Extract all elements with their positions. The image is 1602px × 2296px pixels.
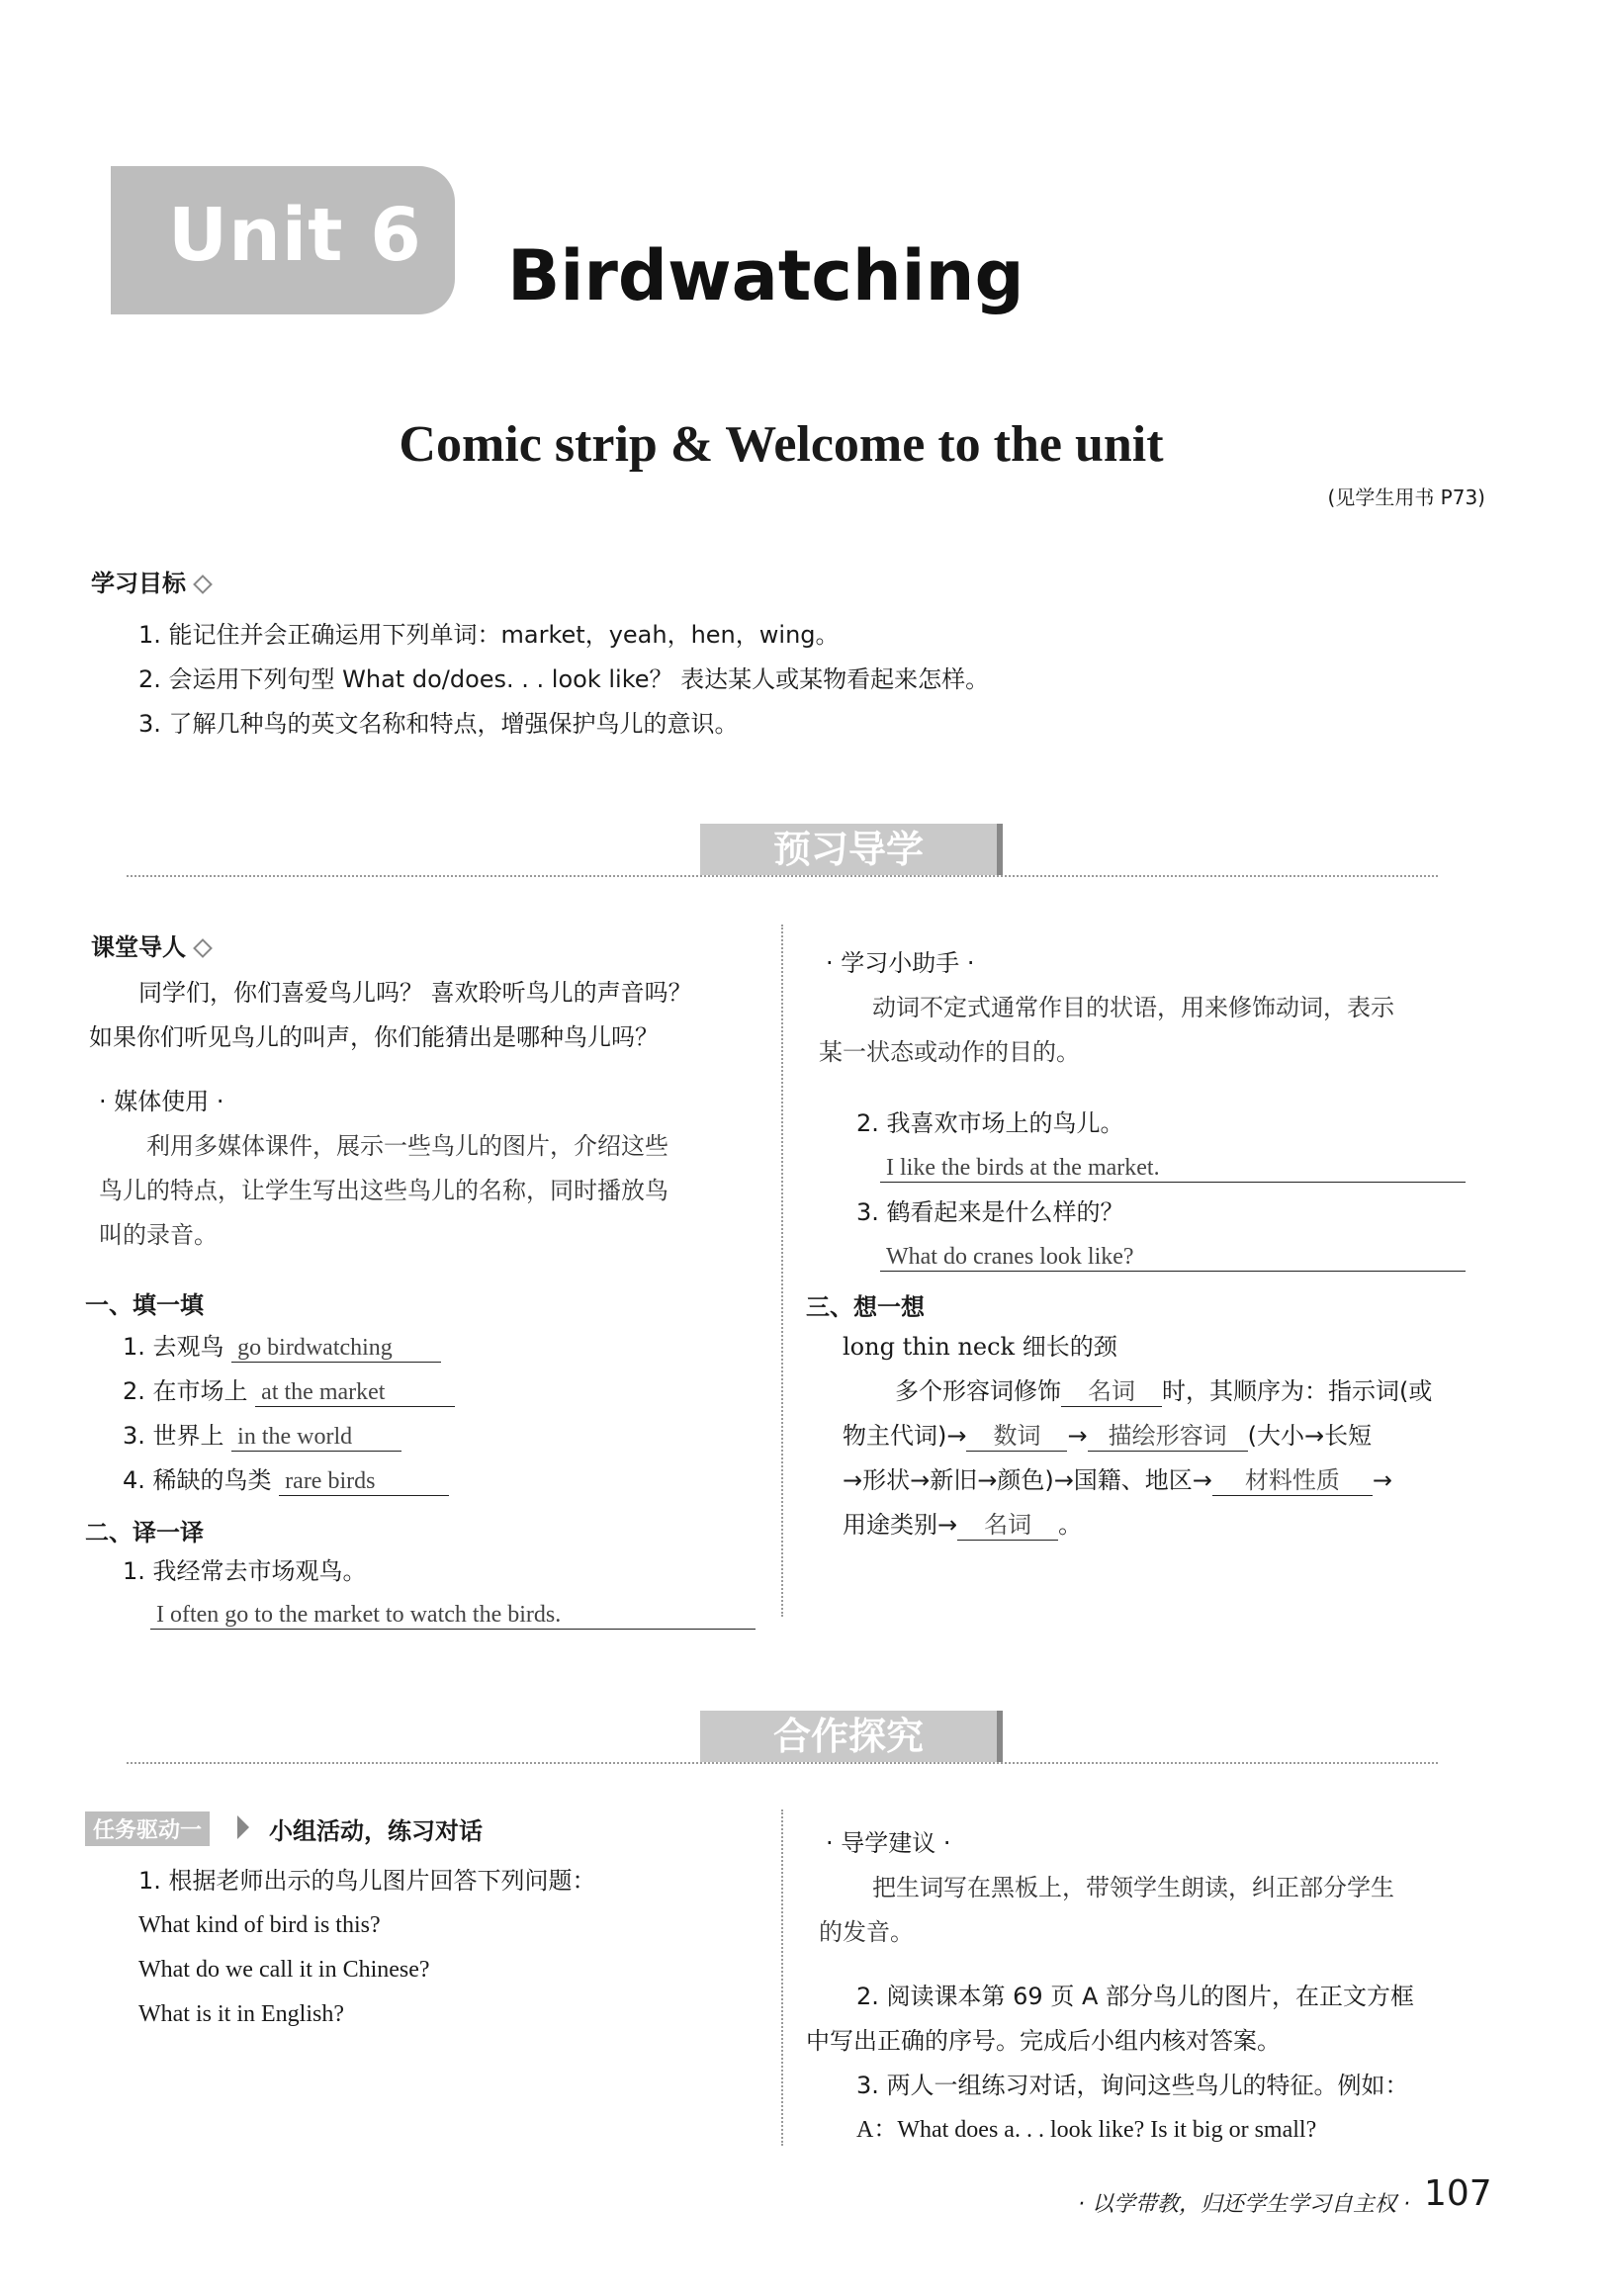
right-line-1: 2. 阅读课本第 69 页 A 部分鸟儿的图片，在正文方框 [856, 1983, 1414, 2010]
think-heading: 三、想一想 [806, 1293, 925, 1321]
section-banner-preview: 预习导学 [700, 824, 1003, 875]
page-number: 107 [1424, 2173, 1492, 2214]
helper-label: · 学习小助手 · [826, 949, 975, 977]
media-line-3: 叫的录音。 [99, 1221, 218, 1249]
fill-item: 3. 世界上 in the world [123, 1422, 401, 1452]
translate-heading: 二、译一译 [85, 1519, 204, 1546]
objectives-heading: 学习目标 [91, 564, 210, 598]
think-line-1: 多个形容词修饰 名词 时，其顺序为：指示词(或 [895, 1377, 1433, 1405]
translate-answer-line [880, 1242, 1466, 1272]
fill-item: 2. 在市场上 at the market [123, 1377, 455, 1407]
diamond-icon [193, 574, 213, 594]
intro-heading: 课堂导人 [91, 927, 210, 962]
think-line-2: 物主代词)→ 数词 → 描绘形容词 (大小→长短 [843, 1422, 1373, 1450]
task-line-1: 1. 根据老师出示的鸟儿图片回答下列问题： [138, 1867, 596, 1895]
diamond-icon [193, 938, 213, 958]
fill-answer: in the world [231, 1423, 401, 1452]
divider [127, 1762, 1438, 1764]
translate-prompt: 2. 我喜欢市场上的鸟儿。 [856, 1109, 1124, 1137]
right-line-2: 中写出正确的序号。完成后小组内核对答案。 [806, 2027, 1281, 2055]
intro-line-2: 如果你们听见鸟儿的叫声，你们能猜出是哪种鸟儿吗？ [89, 1023, 659, 1051]
task-title: 小组活动，练习对话 [269, 1817, 483, 1845]
think-line-4: 用途类别→ 名词 。 [843, 1511, 1083, 1539]
column-divider [781, 925, 783, 1617]
fill-answer: go birdwatching [231, 1334, 441, 1363]
translate-prompt: 1. 我经常去市场观鸟。 [123, 1557, 367, 1585]
task-line-3: What do we call it in Chinese? [138, 1957, 430, 1983]
intro-line-1: 同学们，你们喜爱鸟儿吗？ 喜欢聆听鸟儿的声音吗？ [138, 979, 692, 1007]
objective-2: 2. 会运用下列句型 What do/does. . . look like？ 表达某人或某物看起来怎样。 [138, 665, 990, 693]
column-divider [781, 1810, 783, 2146]
task-line-2: What kind of bird is this? [138, 1912, 381, 1938]
objective-1: 1. 能记住并会正确运用下列单词：market，yeah，hen，wing。 [138, 621, 840, 649]
fill-answer: at the market [255, 1378, 455, 1407]
helper-line-1: 动词不定式通常作目的状语，用来修饰动词，表示 [872, 994, 1394, 1021]
guide-label: · 导学建议 · [826, 1829, 951, 1857]
translate-prompt: 3. 鹤看起来是什么样的？ [856, 1198, 1124, 1226]
translate-answer: I like the birds at the market. [880, 1154, 1466, 1183]
book-reference: (见学生用书 P73) [1327, 486, 1485, 509]
fill-item: 1. 去观鸟 go birdwatching [123, 1333, 441, 1363]
media-line-1: 利用多媒体课件，展示一些鸟儿的图片，介绍这些 [146, 1132, 668, 1160]
media-label: · 媒体使用 · [99, 1088, 224, 1115]
translate-answer: I often go to the market to watch the birds. [150, 1601, 756, 1630]
think-line-3: →形状→新旧→颜色)→国籍、地区→ 材料性质 → [843, 1466, 1393, 1494]
fill-heading: 一、填一填 [85, 1291, 204, 1319]
section-banner-explore: 合作探究 [700, 1711, 1003, 1762]
unit-label: Unit 6 [168, 193, 422, 278]
right-line-3: 3. 两人一组练习对话，询问这些鸟儿的特征。例如： [856, 2072, 1409, 2099]
objective-3: 3. 了解几种鸟的英文名称和特点，增强保护鸟儿的意识。 [138, 710, 739, 738]
task-badge: 任务驱动一 [85, 1811, 210, 1846]
media-line-2: 鸟儿的特点，让学生写出这些鸟儿的名称，同时播放鸟 [99, 1177, 668, 1204]
divider [127, 875, 1438, 877]
arrow-right-icon [237, 1815, 249, 1839]
unit-title: Birdwatching [507, 235, 1024, 316]
translate-answer-line [880, 1153, 1466, 1183]
think-phrase: long thin neck 细长的颈 [843, 1333, 1117, 1361]
translate-answer-line [150, 1600, 756, 1630]
right-line-4: A：What does a. . . look like? Is it big or small? [856, 2117, 1317, 2143]
fill-answer: rare birds [279, 1467, 449, 1496]
fill-item: 4. 稀缺的鸟类 rare birds [123, 1466, 449, 1496]
guide-line-2: 的发音。 [819, 1918, 914, 1946]
footer-slogan: · 以学带教，归还学生学习自主权 · [1078, 2192, 1410, 2217]
task-line-4: What is it in English? [138, 2001, 344, 2027]
guide-line-1: 把生词写在黑板上，带领学生朗读，纠正部分学生 [872, 1874, 1394, 1901]
helper-line-2: 某一状态或动作的目的。 [819, 1038, 1080, 1066]
lesson-title: Comic strip & Welcome to the unit [399, 416, 1164, 473]
translate-answer: What do cranes look like? [880, 1243, 1466, 1272]
